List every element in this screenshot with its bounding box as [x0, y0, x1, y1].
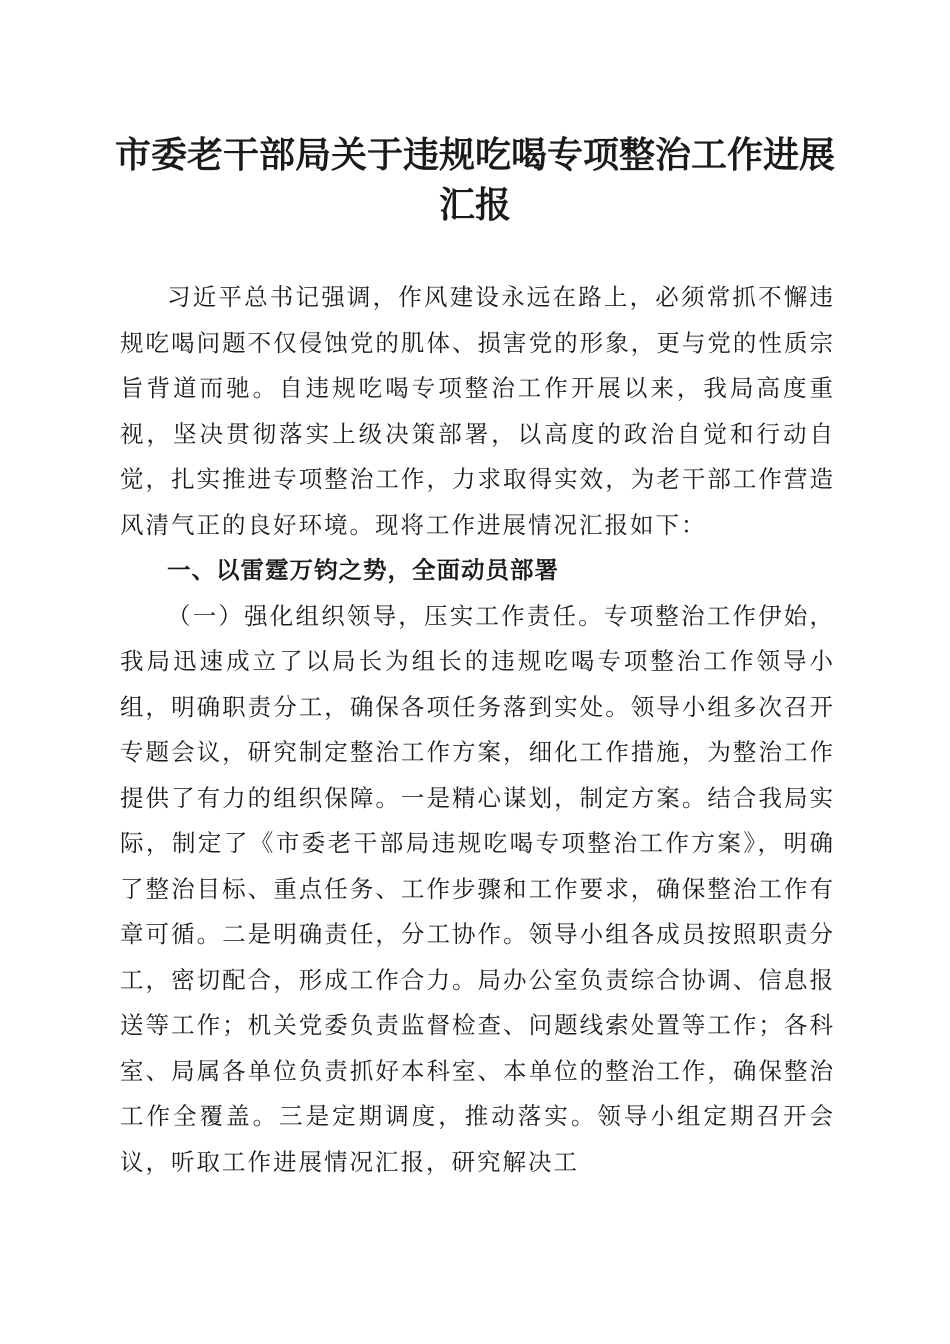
intro-paragraph: 习近平总书记强调，作风建设永远在路上，必须常抓不懈违规吃喝问题不仅侵蚀党的肌体、损害党的形象，更与党的性质宗旨背道而驰。自违规吃喝专项整治工作开展以来，我局高度重视，坚决贯彻落实上级决策部署，以高度的政治自觉和行动自觉，扎实推进专项整治工作，力求取得实效，为老干部工作营造风清气正的良好环境。现将工作进展情况汇报如下：	[120, 283, 835, 539]
section-1-1-body: 专项整治工作伊始，我局迅速成立了以局长为组长的违规吃喝专项整治工作领导小组，明确职责分工，确保各项任务落到实处。领导小组多次召开专题会议，研究制定整治工作方案，细化工作措施，为整治工作提供了有力的组织保障。一是精心谋划，制定方案。结合我局实际，制定了《市委老干部局违规吃喝专项整治工作方案》，明确了整治目标、重点任务、工作步骤和工作要求，确保整治工作有章可循。二是明确责任，分工协作。领导小组各成员按照职责分工，密切配合，形成工作合力。局办公室负责综合协调、信息报送等工作；机关党委负责监督检查、问题线索处置等工作；各科室、局属各单位负责抓好本科室、本单位的整治工作，确保整治工作全覆盖。三是定期调度，推动落实。领导小组定期召开会议，听取工作进展情况汇报，研究解决工	[120, 601, 836, 1176]
section-1-heading: 一、以雷霆万钧之势，全面动员部署	[167, 556, 559, 584]
section-1-1-paragraph	[120, 594, 835, 1186]
document-title: 市委老干部局关于违规吃喝专项整治工作进展汇报	[114, 134, 835, 226]
section-1-1-lead: （一）强化组织领导，压实工作责任。	[167, 601, 604, 630]
document-body	[120, 275, 835, 1185]
